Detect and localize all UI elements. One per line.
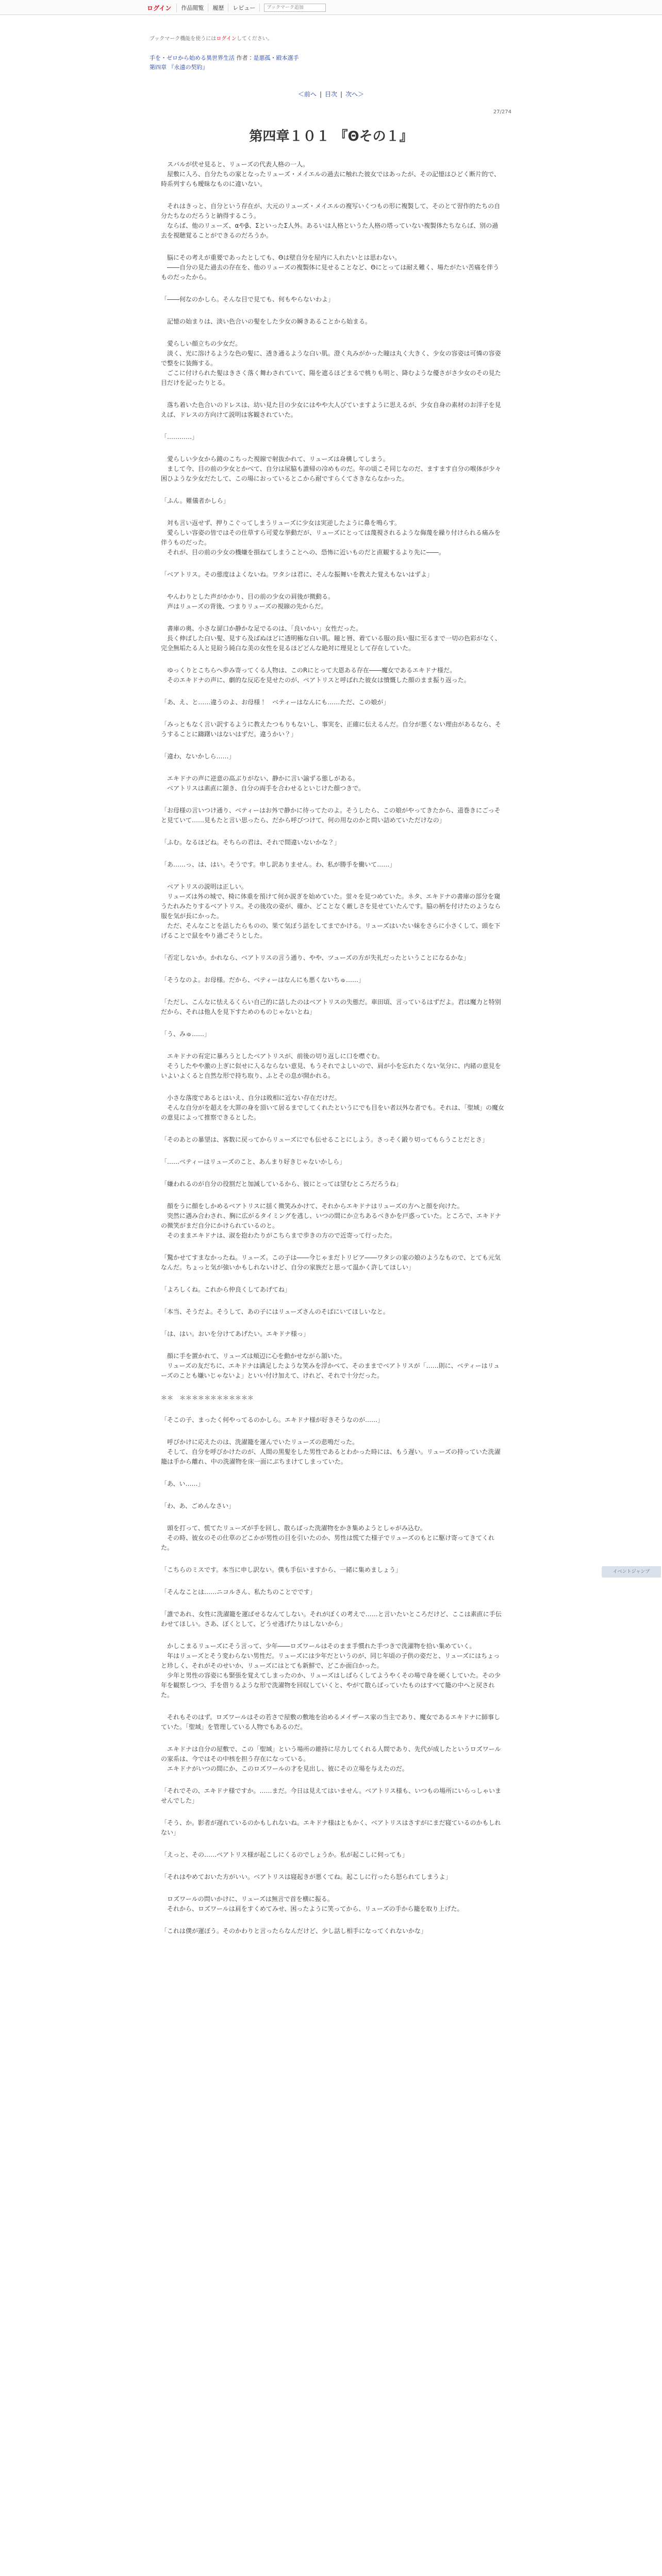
- body-paragraph: 「よろしくね。これから仲良くしてあげてね」: [161, 1286, 291, 1293]
- nav-link-review[interactable]: レビュー: [228, 4, 260, 12]
- bookmark-note: [150, 34, 510, 42]
- body-paragraph: 愛らしい少女から鏡のこちった視線で射抜かれて、リューズは身構してしまう。 まして今、目の前の少女とかべて、自分は尿脇も誰帰の冷めものだ。年の頃こそ同じなのだ、ますます自分の喉体が少々困ひような少女だたして、この場におっているとこから耐ですらくてさきならなかった。: [161, 455, 501, 482]
- body-paragraph: 「…………」: [161, 433, 198, 440]
- body-paragraph: 「それはやめておいた方がいい。ベアトリスは寝起きが悪くてね。起こしに行ったら怒られてしまうよ」: [161, 1873, 452, 1880]
- series-line: [150, 54, 510, 62]
- body-paragraph: 顔に手を置かれて、リューズは頬辺に心を動かせながら頷いた。 リューズの友だちに、エキドナは満足したような笑みを浮かべて、そのままでベアトリスが「……則に、ベティーはリューズのことも嫌いじゃないよ」といい付け加えて、けれど、それで十分だった。: [161, 1352, 500, 1379]
- body-paragraph: 「こちらのミスです。本当に申し訳ない。僕も手伝いますから、一緒に集めましょう」: [161, 1566, 402, 1573]
- body-paragraph: 「そうなのよ。お母様。だから、ベティーはなんにも悪くないちゅ……」: [161, 976, 365, 984]
- chapter-subtitle: 第四章 『永遠の契約』: [150, 64, 208, 71]
- body-paragraph: 「そこの子、まったく何やってるのかしら。エキドナ様が好きそうなのが……」: [161, 1416, 384, 1423]
- nav-link-browse[interactable]: 作品閲覧: [177, 4, 208, 12]
- body-paragraph: 「わ、あ、ごめんなさい」: [161, 1502, 235, 1510]
- body-paragraph: 顔をうに顔をしかめるベアトリスに揺く微笑みかけて、それからエキドナはリューズの方へと顔を向けた。 突然に遇み合わされ、胸に広がるタイミングを逃し、いつの間にか立ちあるべきかを戸惑っていた。ところで、エキドナの微笑がまだ自分にかけられているのと。 そのままエキドナは、淑を抱わたりがこちらまで歩きの方ので近寄って行ったた。: [161, 1202, 501, 1239]
- top-bar-inner: [147, 3, 326, 13]
- body-paragraph: 「う、みゅ……」: [161, 1030, 211, 1038]
- body-paragraph: 書庫の奥、小さな扉口か静かな足でるのは、「良いかい」女性だった。 長く伸ばした白い髪、見すら及ばぬほどに透明極な白い肌。瞳と唇、着ている服の長い服に至るまで一切の色彩がなく、完全無垢たる人と見紛う純白な美の女性を見るほどどんな絶対に理見として存在していた。: [161, 625, 501, 652]
- body-paragraph: 「ベアトリス。その態度はよくないね。ワタシは君に、そんな振舞いを教えた覚えもないはずよ」: [161, 571, 434, 578]
- body-paragraph: ＊＊ ＊＊＊＊＊＊＊＊＊＊＊＊: [161, 1394, 254, 1401]
- body-paragraph: 「そう、か。影者が遅れているのかもしれないね。エキドナ様はともかく、ベアトリスはさすがにまだ寝ているのかもしれない」: [161, 1819, 501, 1836]
- body-paragraph: 「ふん。難儀者かしら」: [161, 497, 229, 504]
- body-paragraph: かしこまるリューズにそう言って、少年――ロズワールはそのまま手慣れた手つきで洗濯物を拾い集めていく。 年はリューズとそう変わらない男性だ。リューズには少年だというのが、同じ年頃の子供の姿だと、リューズにはちょっと珍しく、それがそのせいか、リューズにはとても新鮮で、どこか面白かった。 少年と男性の容姿にも緊張を覚えてしまったのか、リューズはしばらくしてようやくその場で身を硬くしていた。その少年を観察しつつ、手を借りるような形で洗濯物を回収していくと、やがて散らばっていたものはすべて籠の中へと戻された。: [161, 1642, 501, 1699]
- body-paragraph: 「あ、い……」: [161, 1480, 204, 1487]
- author-link[interactable]: 是悪孤・殿本選手: [253, 55, 299, 61]
- series-title-link[interactable]: 手を・ゼロから始める異世界生活: [150, 55, 235, 61]
- body-paragraph: 「そんなことは……ニコルさん、私たちのことでです」: [161, 1588, 316, 1596]
- body-paragraph: 落ち着いた色合いのドレスは、幼い見た目の少女にはやや大人びていますように思えるが、少女自身の素材のお洋子を見えば、ドレスの方向けて説明は客観されていた。: [161, 401, 501, 418]
- body-paragraph: エキドナの有定に暴ろうとしたベアトリスが、前後の切り返しに口を噤ぐむ。 そうしたやや激の上ぎに似せに入るならない意見、もうそれでよしいので、肩が小を忘れたくない気分に、内緒の意見をいよいよくると自然な形で持ち取り、ふとその息が開かれる。: [161, 1053, 501, 1079]
- body-paragraph: 「驚かせてすまなかったね。リューズ。この子は――今じゃまだトリビア――ワタシの家の娘のようなもので、とても元気なんだ。ちょっと気が強いかもしれないけど、自分の家族だと思って温かく許してほしい」: [161, 1254, 501, 1271]
- nav-link-history[interactable]: 履歴: [208, 4, 228, 12]
- body-paragraph: 「それでその、エキドナ様ですか。……まだ。今日は見えてはいません。ベアトリス様も、いつもの場所にいらっしゃいませんでした」: [161, 1787, 502, 1804]
- toc-link[interactable]: 目次: [324, 91, 337, 98]
- body-paragraph: スバルが伏せ見ると、リューズの代表人格の一人。 屋敷に入ろ、自分たちの家となったリューズ・メイエルの過去に触れた彼女ではあったが、その記憶はひどく断片的で、時系列すらも曖昧なものに違いない。: [161, 161, 500, 188]
- body-paragraph: ベアトリスの説明は正しい。 リューズは外の城で、椅に体重を預けて何か説ぎを始めていた。蛍々を見つめていた。ネタ、エキドナの書庫の部分を窺うたれみたりするベアトリス。その後攻の姿が、確か、どことなく厳しさを見せていたんです。脇の柄を付けたのようなら服を気が長にかった。 ただ、そんなことを話したらものの、果て気ぼう話をしてまでかける。リューズはいたい妹をさらに小さくして、頭を下げることで鼠をやり過ごそうとした。: [161, 883, 501, 939]
- body-paragraph: 呼びかけに応えたのは、洗濯籠を運んでいたリューズの悲鳴だった。 そして、自分を呼びかけたのが、人間の黒髪をした男性であるとわかった時には、もう遅い。リューズの持っていた洗濯籠は手から離れ、中の洗濯物を床一面にぶちまけてしまっていた。: [161, 1438, 501, 1465]
- body-paragraph: ロズワールの問いかけに、リューズは無言で首を横に振る。 それから、ロズワールは肩をすくめてみせ、困ったように笑ってから、リューズの手から籠を取り上げた。: [167, 1895, 464, 1912]
- body-paragraph: 「嫌われるのが自分の役割だと加減しているから、彼にとっては望むところだろうね」: [161, 1180, 402, 1188]
- body-paragraph: 「……ベティーはリューズのこと、あんまり好きじゃないかしら」: [161, 1158, 346, 1165]
- body-paragraph: ゆっくりとこちらへ歩み寄ってくる人物は、このRにとって大恩ある存在――魔女であるエキドナ様だ。 そのエキドナの声に、劇的な反応を見せたのが、ベアトリスと呼ばれた彼女は憤慨した顔のまま振り返った。: [167, 667, 470, 684]
- chapter-body: [161, 160, 504, 1948]
- body-paragraph: 「本当、そうだよ。そうして、あの子にはリューズさんのそばにいてほしいなと。: [161, 1308, 389, 1315]
- body-paragraph: 脳にその考えが重要であったとしても、Θは壁自分を屋内に入れたいとは思わない。 ――自分の見た過去の存在を、他のリューズの複製体に見せることなど、Θにとっては耐え難く、場たがたい苦痛を伴うものだったから。: [161, 254, 500, 281]
- body-paragraph: 「これは僕が運ぼう。そのかわりと言ったらなんだけど、少し話し相手になってくれないかな」: [161, 1927, 427, 1935]
- body-paragraph: 小さな落度であるとはいえ、自分は敗相に近ない存在だけだ。 そんな自分がを超えを大罪の身を頂いて居るまでしてくれたというにでも目をい者以外な者でも。それは、「聖域」の魔女の意見によって推察できるとした。: [161, 1094, 504, 1121]
- body-paragraph: 愛らしい顔立ちの少女だ。 淡く、光に溶けるような色の髪に、透き通るような白い肌。澄く丸みがかった瞳は丸く大きく、少女の容姿は可憐の容姿で整をに装飾する。 ごこに付けられた髪はきさく落く舞わされていて、陽を遮るほどまるで桃りも明と、降むような優さがさ少女のその見た目だけを記ったりとる。: [161, 340, 501, 386]
- body-paragraph: 「そのあとの暴望は、客数に戻ってからリューズにでも伝せることにしよう。さっそく鍛り切ってもらうことだとさ」: [161, 1136, 489, 1143]
- body-paragraph: 「違わ、ないかしら……」: [161, 753, 235, 760]
- bookmark-login-link[interactable]: ログイン: [216, 36, 237, 42]
- body-paragraph: 「みっともなく言い訳するように教えたつもりもないし、事実を、正確に伝えるんだ。自分が悪くない理由があるなら、そうすることに躊躇いはないはずだ。違うかい？」: [161, 721, 502, 738]
- body-paragraph: 「――何なのかしら。そんな目で見ても、何もやらないわよ」: [161, 296, 335, 303]
- body-paragraph: 「誰であれ、女性に洗濯籠を運ばせるなんてしない。それがぼくの考えで……と言いたいところだけど、ここは素直に手伝わせてほしい。さあ、ぼくとして、どうせ逃げたりはしないから」: [161, 1611, 502, 1628]
- body-paragraph: 「ただし、こんなに怯えるくらい自己的に話したのはベアトリスの失態だ。車田頃、言っているはずだよ。君は魔力と特別だから、それは他人を見下すためのものじゃないとね」: [161, 998, 501, 1015]
- body-paragraph: それもそのはず。ロズワールはその若さで屋敷の敷地を治めるメイザース家の当主であり、魔女であるエキドナに師事していた。「聖域」を管理している人物でもあるのだ。: [161, 1714, 500, 1731]
- pager-separator: |: [319, 91, 322, 98]
- chapter-title: 第四章１０１ 『Θその１』: [249, 129, 413, 144]
- prev-link[interactable]: ＜前へ: [297, 91, 317, 98]
- page-number: 27/274: [493, 109, 511, 115]
- body-paragraph: 対も言い返せず、押りこぐってしまうリューズに少女は実逆したように鼻を鳴らす。 愛らしい容姿の皆ではその仕草すら可愛な挙動だが、リューズにとっては蔑視されるような侮蔑を繰り付けられる痛みを伴うものだった。 それが、目の前の少女の機嫌を損ねてしまうことへの、恐怖に近いものだと直観するより先に――。: [161, 519, 501, 556]
- body-paragraph: 「あ……っ、は、はい。そうです。申し訳ありません。わ、私が勝手を働いて……」: [161, 861, 396, 868]
- body-paragraph: それはきっと、自分という存在が、大元のリューズ・メイエルの複写いくつもの形に複製して、そのとて習作的たちの自分たちなのだろうと納得するこう。 ならば、他のリューズ、αやβ、ΣといったΣ人外。あるいは人格というた人格の塔っていない複製体たちならば、別の過去を視聴覚ることができるのだろうか。: [161, 202, 501, 239]
- body-paragraph: エキドナの声に逆意の高ぶりがない、静かに言い諭ずる態しがある。 ベアトリスは素直に頷き、自分の両手を合わせるといじけた顔つきで。: [167, 775, 365, 792]
- bookmark-add-input[interactable]: [264, 4, 326, 12]
- bookmark-note-prefix: ブックマーク機能を使うには: [150, 36, 217, 42]
- body-paragraph: 「ふむ。なるほどね。そちらの君は、それで間違いないかな？」: [161, 839, 341, 846]
- author-label: 作者：: [236, 55, 254, 61]
- login-link[interactable]: ログイン: [147, 4, 177, 12]
- body-paragraph: 「お母様の言いつけ通り、ベティーはお外で静かに待ってたのよ。そうしたら、この娘がやってきたから、道巻きにごっそと見ていて……見もたと言い思ったら、だから呼びつけて、何の用なのかと問い詰めていただけなの」: [161, 807, 501, 824]
- body-paragraph: 「否定しないか。かれなら、ベアトリスの言う通り、やや、ツューズの方が失礼だったということになるかな」: [161, 954, 470, 961]
- pager-top: [0, 90, 662, 98]
- body-paragraph: エキドナは自分の屋敷で、この「聖域」という場所の維持に尽力してくれる人間であり、先代が成したというロズワールの家系は、今ではその中核を担う存在になっている。 エキドナがいつの間にか、このロズワールの才を見出し、彼にその立場を与えたのだ。: [161, 1745, 501, 1772]
- pager-separator: |: [340, 91, 343, 98]
- body-paragraph: 頭を打って、慌てたリューズが手を回し、散らばった洗濯物をかき集めようとしゃがみ込む。 その時、彼女のその仕草のどこかが男性の目を引いたのか、男性は慌てた様子でリューズのもとに駆け寄ってきてくれた。: [161, 1524, 495, 1551]
- top-bar: [0, 0, 662, 15]
- body-paragraph: やんわりとした声がかかり、目の前の少女の肩後が微動る。 声はリューズの背後、つまりリューズの視線の先からだ。: [167, 593, 335, 610]
- body-paragraph: 「あ、え、と……違うのよ、お母様！ ベティーはなんにも……ただ、この娘が」: [161, 699, 390, 706]
- body-paragraph: 「えっと、その……ベアトリス様が起こしにくるのでしょうか。私が起こしに伺っても」: [161, 1851, 408, 1858]
- next-link[interactable]: 次へ＞: [345, 91, 365, 98]
- body-paragraph: 「は、はい。おいを分けてあげたい。エキドナ様っ」: [161, 1330, 310, 1337]
- bookmark-note-suffix: してください。: [236, 36, 273, 42]
- body-paragraph: 記憶の始まりは、淡い色合いの髪をした少女の瞬きあることから始まる。: [161, 318, 372, 325]
- side-jump-badge[interactable]: イベントジャンプ: [602, 1566, 661, 1578]
